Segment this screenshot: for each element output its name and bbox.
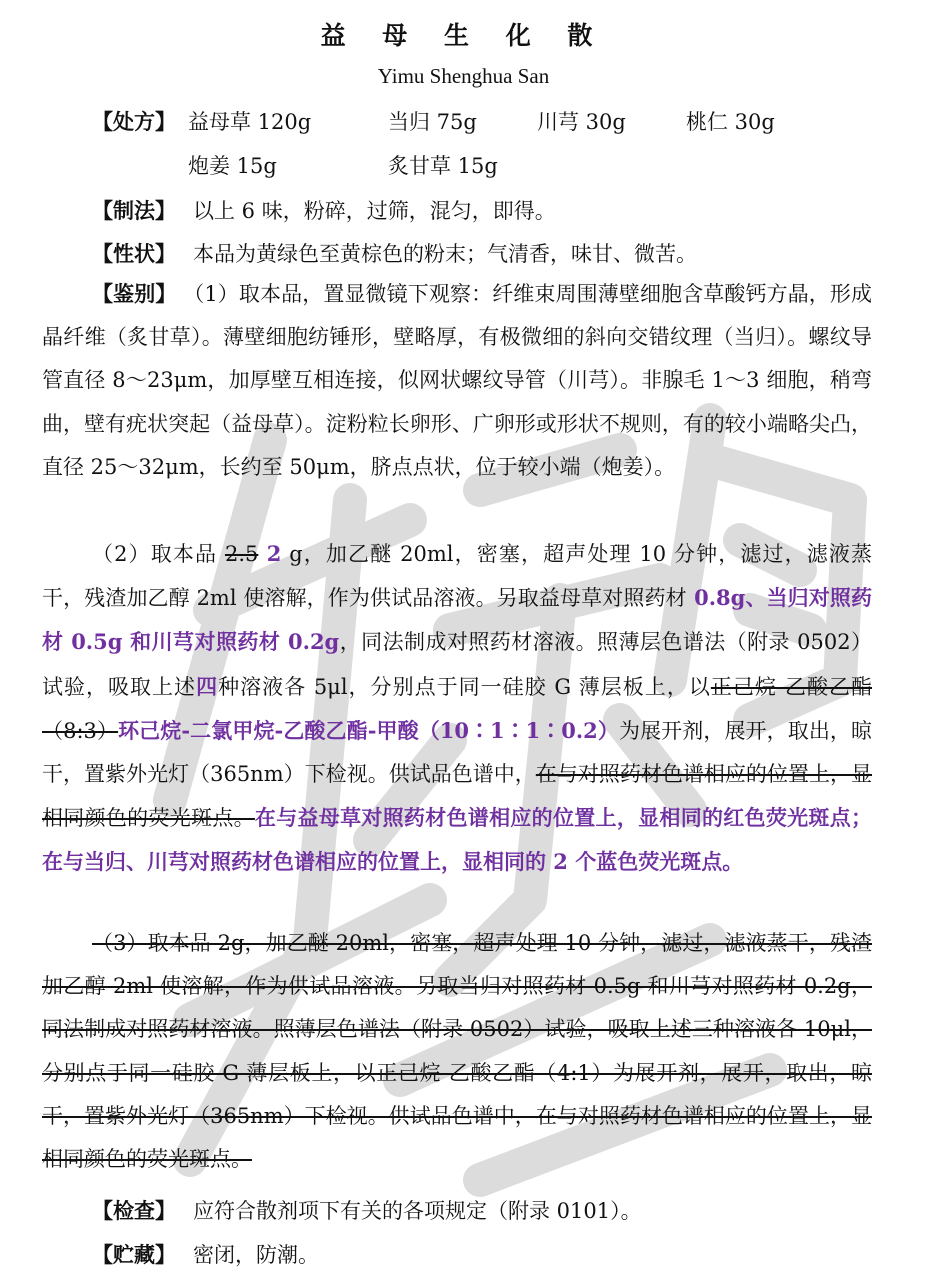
document-title: 益 母 生 化 散 xyxy=(320,21,607,50)
prescription-item: 炙甘草 15g xyxy=(388,154,498,178)
deleted-text: 在与对照药材色谱相应的位置上，显相同颜色的荧光斑点。 xyxy=(42,762,872,831)
storage-text: 密闭，防潮。 xyxy=(193,1243,319,1267)
prescription-item: 当归 75g xyxy=(388,110,477,134)
inserted-text: 0.8g、当归对照药材 0.5g 和川芎对照药材 0.2g xyxy=(42,585,872,655)
inserted-text: 2 xyxy=(258,541,282,566)
p2-text: ，同法制成对照药材溶液。照薄层色谱法（附录 0502）试验，吸取上述 xyxy=(42,630,872,699)
p2-text: 种溶液各 5μl，分别点于同一硅胶 G 薄层板上，以 xyxy=(218,674,711,699)
character-text: 本品为黄绿色至黄棕色的粉末；气清香，味甘、微苦。 xyxy=(193,242,697,266)
p2-text: 为展开剂，展开，取出，晾干，置紫外光灯（365nm）下检视。供试品色谱中， xyxy=(42,718,873,787)
prescription-item: 益母草 120g xyxy=(188,110,312,134)
identification-text-1: （1）取本品，置显微镜下观察：纤维束周围薄壁细胞含草酸钙方晶，形成晶纤维（炙甘草）。薄壁细胞纺锤形，壁略厚，有极微细的斜向交错纹理（当归）。螺纹导管直径 8～23μm，加厚壁互相连接，似网状螺纹导管（川芎）。非腺毛 1～3 细胞，稍弯曲，壁有疣状突起（益母草）。淀粉粒长卵形、广卵形或形状不规则，有的较小端略尖凸，直径 25～32μm，长约至 50μm，脐点点状，位于较小端（炮姜）。 xyxy=(42,282,873,479)
deleted-text: 2.5 xyxy=(224,542,259,566)
p2-text: （2）取本品 xyxy=(92,542,225,566)
inserted-text: 环己烷-二氯甲烷-乙酸乙酯-甲酸（10∶1∶1∶0.2） xyxy=(118,717,619,743)
method-text: 以上 6 味，粉碎，过筛，混匀，即得。 xyxy=(193,199,556,223)
identification-paragraph-1 xyxy=(42,273,872,489)
identification-label: 【鉴别】 xyxy=(92,282,177,306)
prescription-item: 炮姜 15g xyxy=(188,154,277,178)
inserted-text: 四 xyxy=(196,673,219,699)
p2-text: g，加乙醚 20ml，密塞，超声处理 10 分钟，滤过，滤液蒸干，残渣加乙醇 2ml 使溶解，作为供试品溶液。另取益母草对照药材 xyxy=(42,542,872,611)
inserted-text: 在与益母草对照药材色谱相应的位置上，显相同的红色荧光斑点；在与当归、川芎对照药材色谱相应的位置上，显相同的 2 个蓝色荧光斑点。 xyxy=(42,805,873,875)
identification-paragraph-2 xyxy=(42,532,872,885)
inspection-text: 应符合散剂项下有关的各项规定（附录 0101）。 xyxy=(193,1199,642,1223)
deleted-text: 正己烷-乙酸乙酯（8:3） xyxy=(42,674,873,743)
identification-paragraph-3-deleted: （3）取本品 2g，加乙醚 20ml，密塞，超声处理 10 分钟，滤过，滤液蒸干，残渣加乙醇 2ml 使溶解，作为供试品溶液。另取当归对照药材 0.5g 和川芎对照药材 0.2g，同法制成对照药材溶液。照薄层色谱法（附录 0502）试验，吸取上述三种溶液各 10μl，分别点于同一硅胶 G 薄层板上，以正己烷-乙酸乙酯（4:1）为展开剂，展开，取出，晾干，置紫外光灯（365nm）下检视。供试品色谱中，在与对照药材色谱相应的位置上，显相同颜色的荧光斑点。 xyxy=(42,931,872,1172)
prescription-item: 桃仁 30g xyxy=(686,110,775,134)
storage-label: 【贮藏】 xyxy=(92,1243,176,1267)
document-subtitle: Yimu Shenghua San xyxy=(377,64,550,88)
prescription-label: 【处方】 xyxy=(92,110,176,134)
prescription-item: 川芎 30g xyxy=(537,110,626,134)
method-label: 【制法】 xyxy=(92,199,176,223)
inspection-label: 【检查】 xyxy=(92,1199,176,1223)
character-label: 【性状】 xyxy=(92,242,176,266)
